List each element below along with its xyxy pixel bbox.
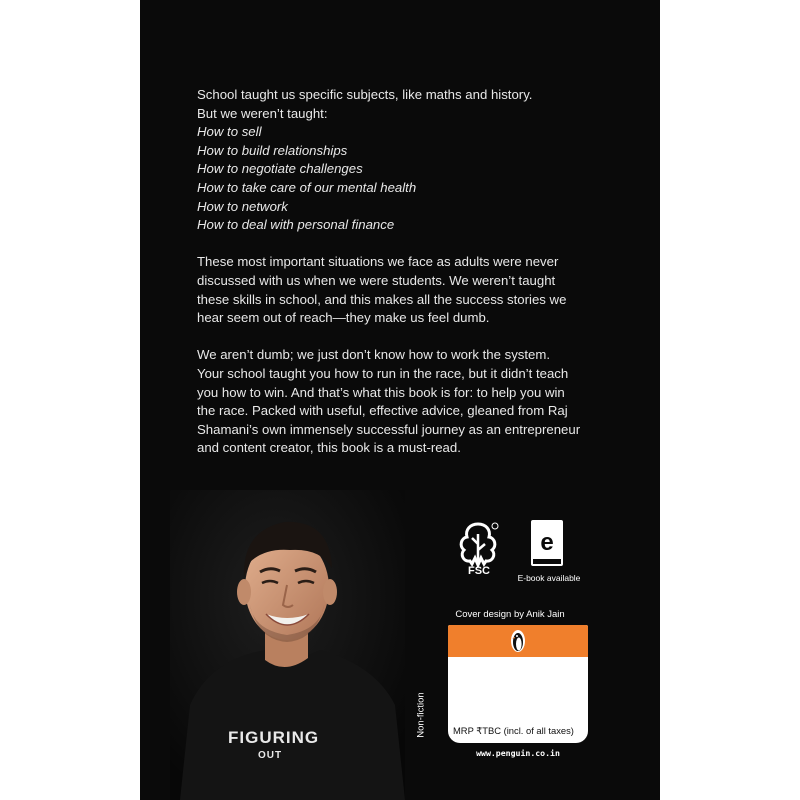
price-label: MRP ₹TBC (incl. of all taxes) — [453, 725, 574, 736]
author-photo — [170, 490, 405, 800]
intro-paragraph — [197, 86, 617, 235]
barcode-panel — [448, 625, 588, 743]
paragraph-line: These most important situations we face as adults were never — [197, 254, 559, 270]
ebook-letter: e — [540, 529, 554, 556]
shirt-print-line2: OUT — [258, 750, 283, 761]
skill-list-item: How to network — [197, 198, 288, 214]
paragraph-line: We aren’t dumb; we just don’t know how to work the system. — [197, 347, 551, 363]
penguin-logo-icon — [511, 630, 525, 652]
intro-line: But we weren’t taught: — [197, 105, 328, 121]
skill-list-item: How to sell — [197, 124, 262, 140]
paragraph-line: Your school taught you how to run in the race, but it didn’t teach — [197, 365, 569, 381]
author-portrait-illustration — [170, 490, 405, 800]
paragraph-line: hear seem out of reach—they make us feel dumb. — [197, 310, 490, 326]
paragraph-line: these skills in school, and this makes all the success stories we — [197, 291, 567, 307]
second-paragraph — [197, 253, 617, 327]
fsc-label: FSC — [468, 565, 490, 577]
intro-line: School taught us specific subjects, like maths and history. — [197, 87, 533, 102]
skill-list-item: How to take care of our mental health — [197, 179, 417, 195]
skill-list-item: How to deal with personal finance — [197, 217, 395, 233]
paragraph-line: you how to win. And that’s what this book is for: to help you win — [197, 384, 565, 400]
shirt-print-line1: FIGURING — [228, 728, 320, 747]
ebook-label: E-book available — [517, 573, 581, 583]
blurb-text — [197, 86, 617, 476]
skill-list-item: How to build relationships — [197, 142, 348, 158]
third-paragraph — [197, 346, 617, 458]
paragraph-line: discussed with us when we were students. We weren’t taught — [197, 272, 556, 288]
cover-design-credit: Cover design by Anik Jain — [455, 609, 565, 620]
publisher-website: www.penguin.co.in — [476, 748, 560, 758]
genre-label: Non-fiction — [415, 692, 427, 738]
publisher-band — [448, 625, 588, 657]
ebook-icon — [530, 519, 564, 567]
skill-list-item: How to negotiate challenges — [197, 161, 363, 177]
paragraph-line: and content creator, this book is a must-read. — [197, 440, 461, 456]
paragraph-line: Shamani’s own immensely successful journey as an entrepreneur — [197, 421, 581, 437]
paragraph-line: the race. Packed with useful, effective advice, gleaned from Raj — [197, 403, 568, 419]
back-cover — [140, 0, 660, 800]
